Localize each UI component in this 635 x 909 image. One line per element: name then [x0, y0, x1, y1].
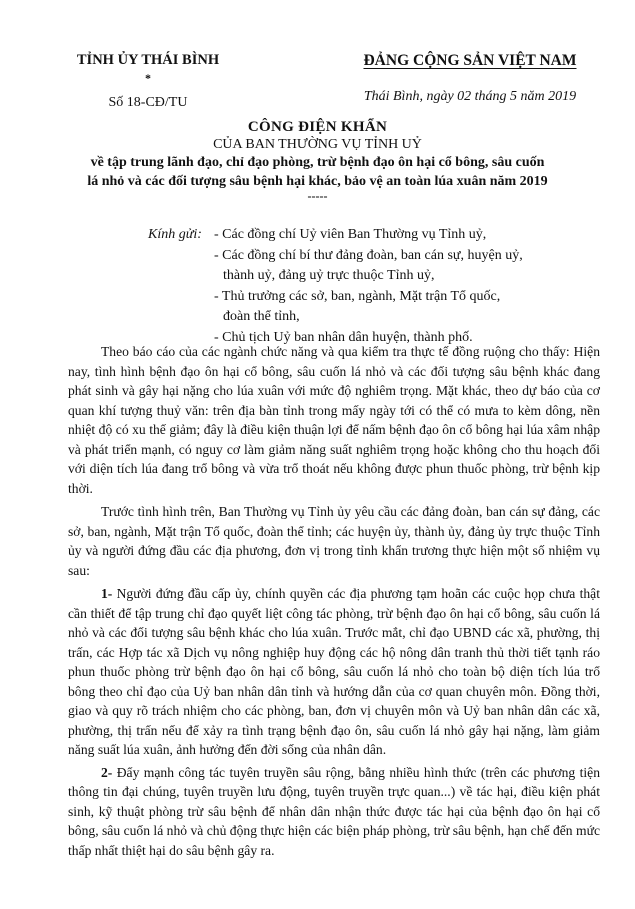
place-date: Thái Bình, ngày 02 tháng 5 năm 2019: [363, 89, 577, 104]
task-item-2-text: Đẩy mạnh công tác tuyên truyền sâu rộng, bằng nhiều hình thức (trên các phương tiện thông tin đại chúng, tuyên truyền lưu động, tuyên truyền trực quan...) về tác hại, điều kiện phát sinh, kỹ thuật phòng trừ sâu bệnh để nhân dân nhận thức được tác hại của bệnh đạo ôn hại cổ bông, sâu cuốn lá nhỏ và chủ động thực hiện các biện pháp phòng, trừ sâu bệnh, hạn chế đến mức thấp nhất thiệt hại do sâu bệnh gây ra.: [68, 764, 600, 858]
document-type: CÔNG ĐIỆN KHẨN: [247, 119, 388, 135]
document-number: Số 18-CĐ/TU: [108, 95, 188, 110]
party-name: ĐẢNG CỘNG SẢN VIỆT NAM: [363, 52, 577, 69]
body-paragraph-1: Theo báo cáo của các ngành chức năng và qua kiểm tra thực tế đồng ruộng cho thấy: Hiện nay, tình hình bệnh đạo ôn hại cổ bông, sâu cuốn lá nhỏ và các đối tượng sâu bệnh khác đang phát sinh và gây hại nặng cho lúa xuân với mức độ nghiêm trọng. Mặt khác, theo dự báo của cơ quan khí tượng thuỷ văn: trên địa bàn tỉnh trong mấy ngày tới có thể có mưa to kèm dông, nền nhiệt độ có xu thế giảm; đây là điều kiện thuận lợi để nấm bệnh đạo ôn cổ bông hại lúa xâm nhập và phát triển mạnh, có nguy cơ làm giảm năng suất nghiêm trọng hoặc không cho thu hoạch đối với diện tích lúa đang trổ bông và vừa trổ thoát nếu không được phun thuốc phòng, trừ bệnh kịp thời.: [68, 344, 600, 496]
task-item-1: [68, 584, 600, 760]
task-item-2: [68, 763, 600, 861]
document-title-block: [30, 119, 605, 201]
recipient-line: - Các đồng chí Uỷ viên Ban Thường vụ Tỉnh uỷ,: [214, 227, 487, 242]
task-item-1-text: Người đứng đầu cấp ủy, chính quyền các địa phương tạm hoãn các cuộc họp chưa thật cần thiết để tập trung chỉ đạo quyết liệt công tác phòng, trừ bệnh đạo ôn hại cổ bông, sâu cuốn lá nhỏ và các đối tượng sâu bệnh khác cho lúa xuân. Trước mắt, chỉ đạo UBND các xã, phường, thị trấn, các Hợp tác xã Dịch vụ nông nghiệp huy động các hộ nông dân tranh thủ thời tiết tạnh ráo phun thuốc phòng trừ bệnh đạo ôn hại cổ bông, sâu cuốn lá nhỏ cho toàn bộ diện tích lúa trổ bông theo chỉ đạo của Uỷ ban nhân dân tỉnh và hướng dẫn của cơ quan chuyên môn. Đồng thời, giao và quy rõ trách nhiệm cho các phòng, ban, đơn vị chuyên môn và Uỷ ban nhân dân các xã, phường, thị trấn nếu để xảy ra tình trạng bệnh đạo ôn, sâu cuốn lá nhỏ gây hại nặng, làm giảm năng suất lúa xuân, ảnh hưởng đến đời sống của nhân dân.: [68, 586, 600, 757]
document-subject-line-2: lá nhỏ và các đối tượng sâu bệnh hại khác, bảo vệ an toàn lúa xuân năm 2019: [87, 174, 548, 189]
task-item-1-number: 1-: [101, 586, 113, 601]
recipient-line: - Thủ trưởng các sở, ban, ngành, Mặt trận Tổ quốc,: [214, 288, 501, 304]
recipients-label: Kính gửi:: [148, 227, 202, 242]
body-paragraph-2: Trước tình hình trên, Ban Thường vụ Tỉnh ủy yêu cầu các đảng đoàn, ban cán sự đảng, các sở, ban, ngành, Mặt trận Tổ quốc, đoàn thể tỉnh; các huyện ủy, thành ủy, đảng ủy trực thuộc Tỉnh ủy và người đứng đầu các địa phương, đơn vị trong tỉnh khẩn trương thực hiện một số nhiệm vụ sau:: [68, 504, 600, 578]
recipient-line: đoàn thể tỉnh,: [223, 309, 300, 324]
party-header: [330, 52, 610, 105]
star-mark: *: [145, 71, 151, 85]
issuer-org: TỈNH ỦY THÁI BÌNH: [76, 52, 220, 68]
task-item-2-number: 2-: [101, 764, 113, 780]
recipient-line: - Chủ tịch Uỷ ban nhân dân huyện, thành phố.: [214, 329, 473, 345]
recipients-list: [214, 225, 598, 348]
document-subject-line-1: về tập trung lãnh đạo, chỉ đạo phòng, trừ bệnh đạo ôn hại cổ bông, sâu cuốn: [90, 155, 545, 170]
document-body: [68, 342, 600, 863]
recipient-line: - Các đồng chí bí thư đảng đoàn, ban cán sự, huyện uỷ,: [214, 247, 523, 263]
recipient-line: thành uỷ, đảng uỷ trực thuộc Tỉnh uỷ,: [223, 268, 435, 283]
recipients-block: [148, 225, 598, 348]
title-separator: -----: [307, 189, 328, 203]
document-issuer: CỦA BAN THƯỜNG VỤ TỈNH UỶ: [213, 137, 422, 152]
issuer-header: [48, 52, 248, 111]
